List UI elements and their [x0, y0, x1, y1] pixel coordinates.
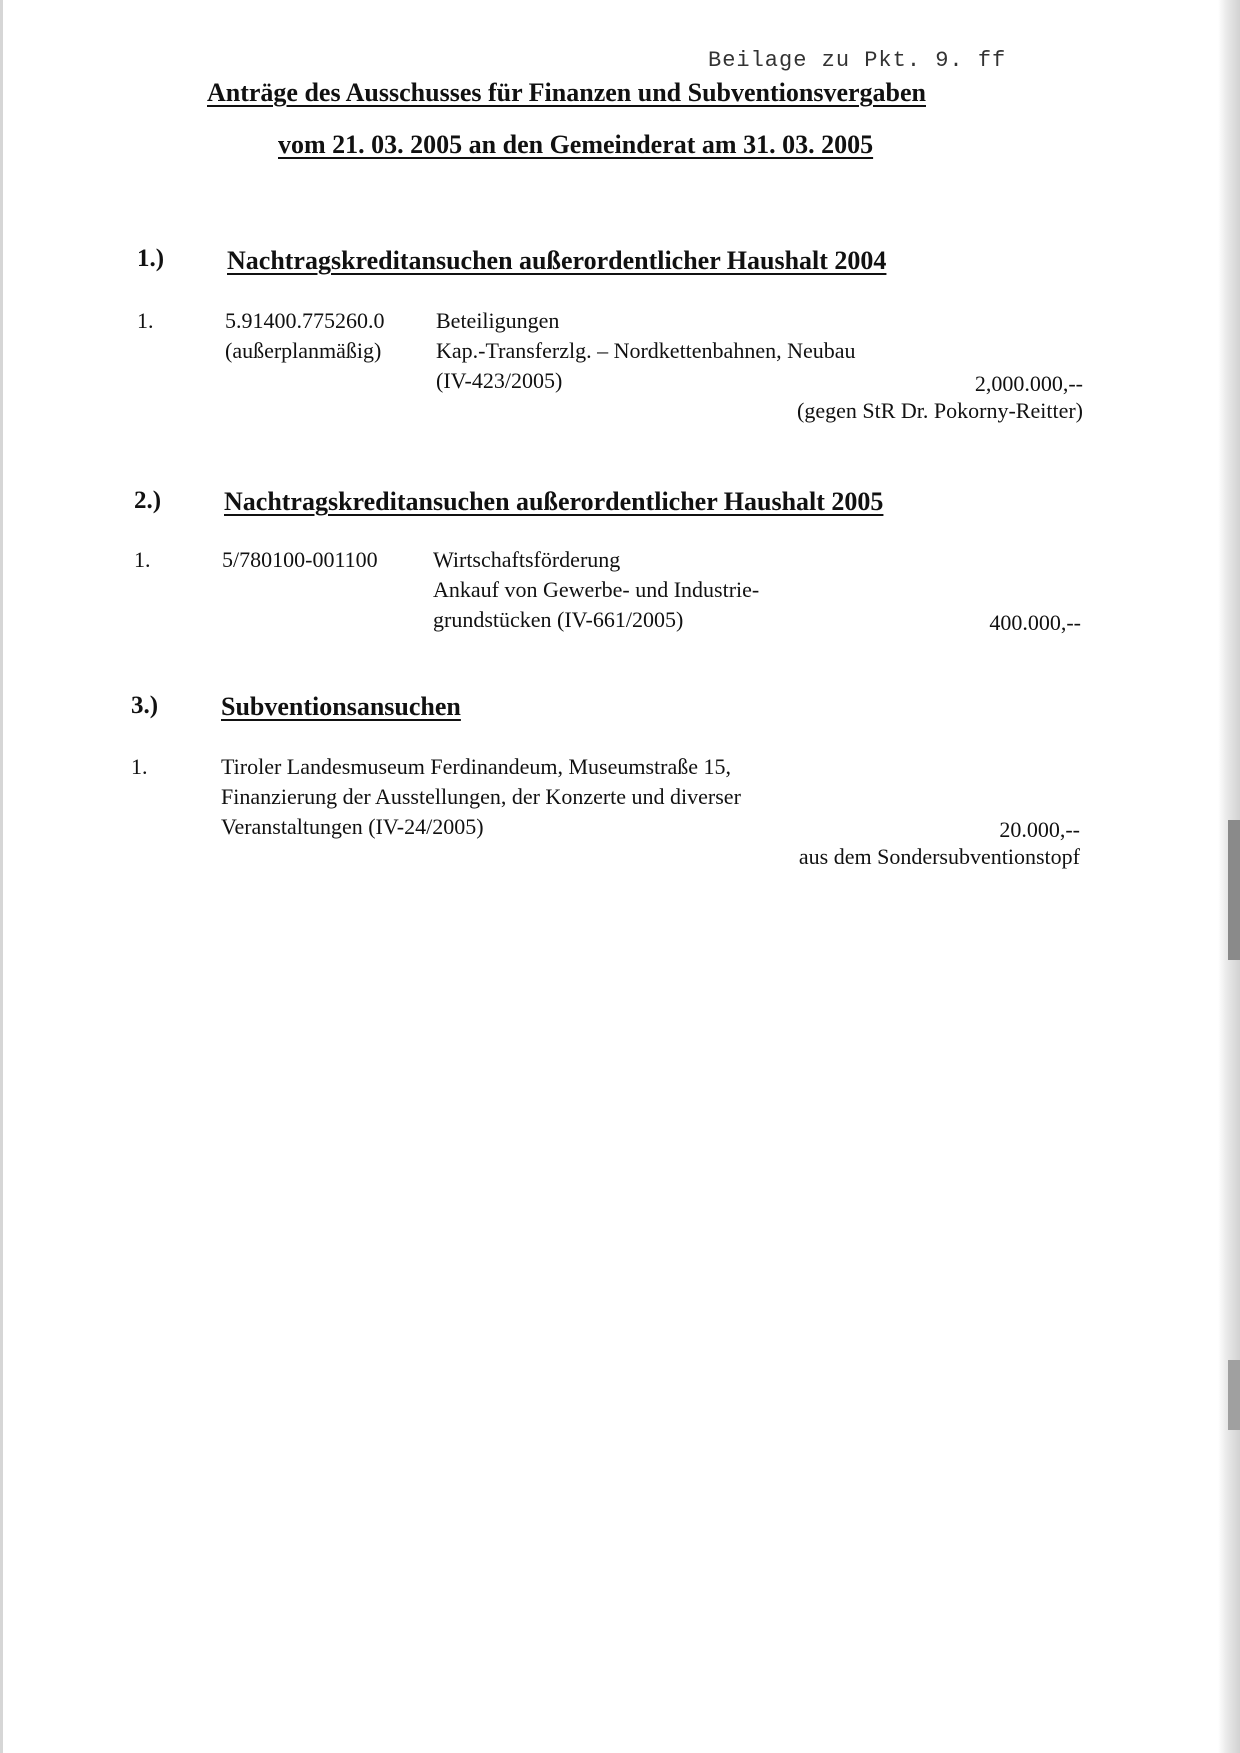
document-subtitle: vom 21. 03. 2005 an den Gemeinderat am 31. 03. 2005: [278, 130, 874, 159]
section-number: 1.): [137, 245, 165, 272]
section-title: Nachtragskreditansuchen außerordentlicher Haushalt 2004: [227, 246, 887, 275]
item-description: Ankauf von Gewerbe- und Industrie-: [433, 577, 760, 602]
item-description: Wirtschaftsförderung: [433, 547, 621, 572]
item-number: 1.: [134, 547, 151, 572]
item-description: Beteiligungen: [436, 308, 560, 333]
budget-code: 5/780100-001100: [222, 547, 378, 572]
item-reference: grundstücken (IV-661/2005): [433, 607, 684, 632]
budget-code-note: (außerplanmäßig): [225, 338, 382, 363]
document-title: Anträge des Ausschusses für Finanzen und Subventionsvergaben: [207, 78, 926, 107]
item-amount: 2,000.000,--: [974, 371, 1083, 396]
item-number: 1.: [137, 308, 154, 333]
section-number: 3.): [131, 692, 159, 719]
item-note: aus dem Sondersubventionstopf: [798, 844, 1080, 869]
budget-code: 5.91400.775260.0: [225, 308, 385, 333]
scan-edge-left: [0, 0, 3, 1753]
scan-edge-shadow: [1228, 1360, 1240, 1430]
section-title: Nachtragskreditansuchen außerordentlicher Haushalt 2005: [224, 487, 884, 516]
item-description: Tiroler Landesmuseum Ferdinandeum, Museumstraße 15,: [221, 754, 731, 779]
item-description: Finanzierung der Ausstellungen, der Konzerte und diverser: [221, 784, 741, 809]
item-reference: Veranstaltungen (IV-24/2005): [221, 814, 484, 839]
item-amount: 400.000,--: [989, 610, 1081, 635]
item-description: Kap.-Transferzlg. – Nordkettenbahnen, Neubau: [436, 338, 856, 363]
scan-edge-shadow: [1228, 820, 1240, 960]
section-title: Subventionsansuchen: [221, 692, 461, 721]
item-amount: 20.000,--: [999, 817, 1080, 842]
item-reference: (IV-423/2005): [436, 368, 563, 393]
section-number: 2.): [134, 487, 162, 514]
item-note: (gegen StR Dr. Pokorny-Reitter): [797, 398, 1083, 423]
attachment-stamp: Beilage zu Pkt. 9. ff: [708, 48, 1007, 73]
item-number: 1.: [131, 754, 148, 779]
